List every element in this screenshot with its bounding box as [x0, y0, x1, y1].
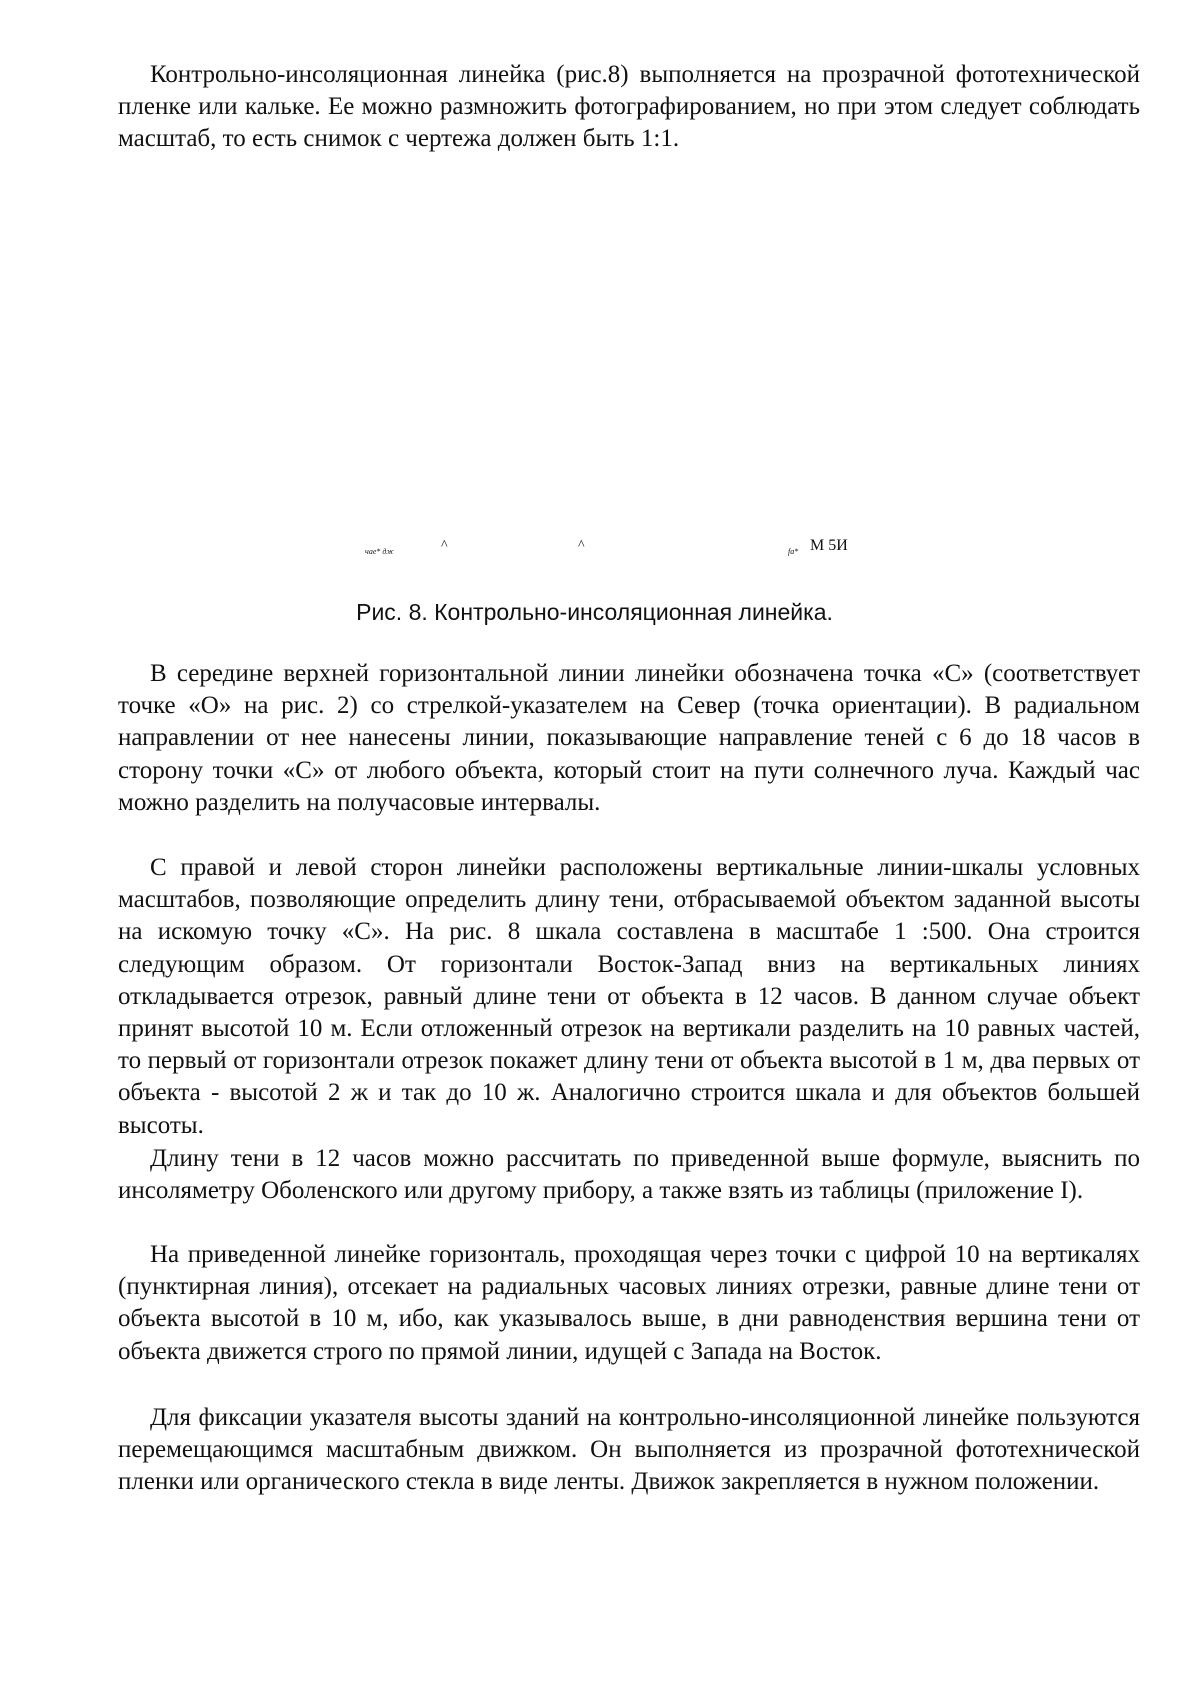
- paragraph-shadow-length: Длину тени в 12 часов можно рассчитать по приведенной выше формуле, выяснить по инсоляметру Оболенского или другому прибору, а также взять из таблицы (приложение I).: [118, 1145, 1140, 1205]
- figure-marker-center: ^: [578, 538, 585, 553]
- paragraph-slider: Для фиксации указателя высоты зданий на контрольно-инсоляционной линейке пользуются перемещающимся масштабным движком. Он выполняется из прозрачной фототехнической пленки или органического стекла в виде ленты. Движок закрепляется в нужном положении.: [118, 1404, 1140, 1496]
- figure-marker-left: ^: [441, 538, 448, 553]
- figure-caption: Рис. 8. Контрольно-инсоляционная линейка.: [356, 599, 833, 625]
- figure-label-scale: М 5И: [810, 537, 848, 554]
- paragraph-point-c: В середине верхней горизонтальной линии линейки обозначена точка «С» (соответствует точке «О» на рис. 2) со стрелкой-указателем на Север (точка ориентации). В радиальном направлении от нее нанесены линии, показывающие направление теней с 6 до 18 часов в сторону точки «С» от любого объекта, который стоит на пути солнечного луча. Каждый час можно разделить на получасовые интервалы.: [118, 660, 1140, 816]
- paragraph-intro: Контрольно-инсоляционная линейка (рис.8) выполняется на прозрачной фототехнической пленке или кальке. Ее можно размножить фотографированием, но при этом следует соблюдать масштаб, то есть снимок с чертежа должен быть 1:1.: [118, 61, 1140, 153]
- figure-8-area: [118, 210, 1140, 556]
- paragraph-scales: С правой и левой сторон линейки расположены вертикальные линии-шкалы условных масштабов, позволяющие определить длину тени, отбрасываемой объектом заданной высоты на искомую точку «С». На рис. 8 шкала составлена в масштабе 1 :500. Она строится следующим образом. От горизонтали Восток-Запад вниз на вертикальных линиях откладывается отрезок, равный длине тени от объекта в 12 часов. В данном случае объект принят высотой 10 м. Если отложенный отрезок на вертикали разделить на 10 равных частей, то первый от горизонтали отрезок покажет длину тени от объекта высотой в 1 м, два первых от объекта - высотой 2 ж и так до 10 ж. Аналогично строится шкала и для объектов большей высоты.: [118, 854, 1140, 1139]
- figure-label-hours: чае* дж: [365, 547, 394, 556]
- paragraph-horizontal: На приведенной линейке горизонталь, проходящая через точки с цифрой 10 на вертикалях (пунктирная линия), отсекает на радиальных часовых линиях отрезки, равные длине тени от объекта высотой в 10 м, ибо, как указывалось выше, в дни равноденствия вершина тени от объекта движется строго по прямой линии, идущей с Запада на Восток.: [118, 1241, 1140, 1365]
- figure-label-fa: fa*: [788, 547, 799, 556]
